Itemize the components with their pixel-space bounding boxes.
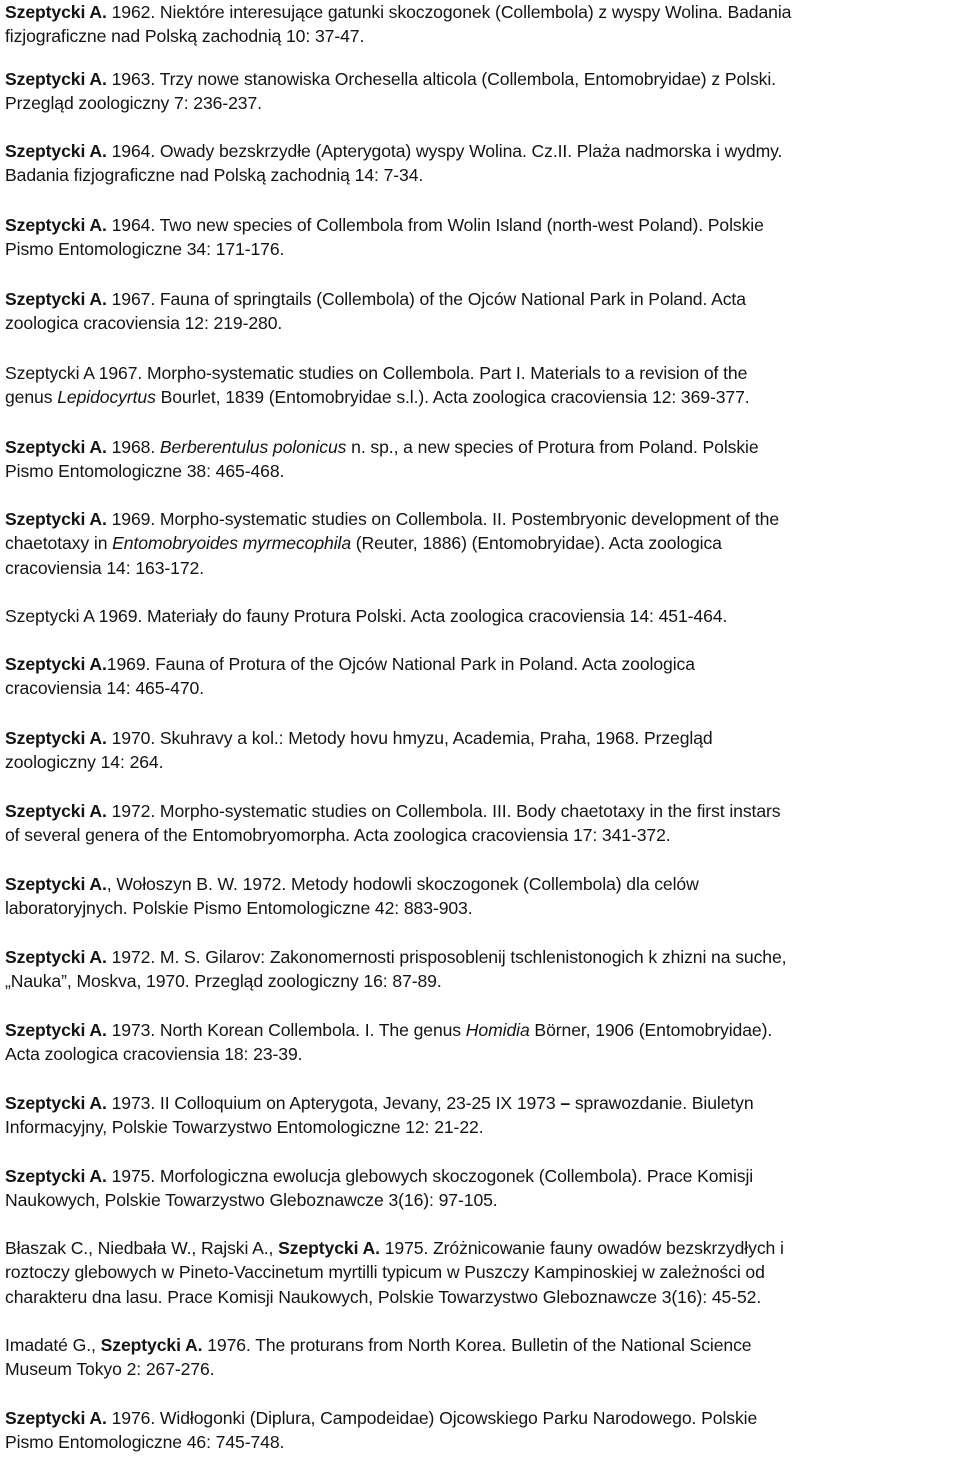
entry-line	[5, 750, 955, 774]
author-bold-text: Szeptycki A.	[5, 874, 107, 894]
entry-line	[5, 556, 955, 580]
entry-line	[5, 139, 955, 163]
citation-text: Pismo Entomologiczne 34: 171-176.	[5, 239, 285, 260]
citation-text: 1967. Fauna of springtails (Collembola) of the Ojców National Park in Poland. Acta	[106, 289, 746, 309]
bibliography-entry	[5, 872, 955, 921]
entry-line	[5, 1333, 955, 1357]
bibliography-entry	[5, 1333, 955, 1382]
author-bold-text: Szeptycki A.	[5, 2, 107, 22]
author-bold-text: Szeptycki A.	[5, 437, 107, 457]
citation-text: , Wołoszyn B. W. 1972. Metody hodowli skoczogonek (Collembola) dla celów	[106, 874, 699, 894]
bibliography-entry	[5, 1236, 955, 1309]
bibliography-entry	[5, 1164, 955, 1213]
bibliography-entry	[5, 604, 955, 628]
citation-text: 1976. The proturans from North Korea. Bulletin of the National Science	[202, 1335, 752, 1355]
entry-line	[5, 1260, 955, 1284]
citation-text: Imadaté G.,	[5, 1335, 101, 1355]
bibliography-entry	[5, 1091, 955, 1140]
citation-text: zoologiczny 14: 264.	[5, 752, 164, 773]
entry-line	[5, 823, 955, 847]
author-bold-text: Szeptycki A.	[100, 1335, 203, 1355]
entry-line	[5, 872, 955, 896]
citation-text: chaetotaxy in	[5, 533, 113, 554]
citation-text: Szeptycki A 1969. Materiały do fauny Protura Polski. Acta zoologica cracoviensia 14: 451-464.	[5, 606, 728, 626]
citation-text: 1969. Morpho-systematic studies on Collembola. II. Postembryonic development of the	[106, 509, 780, 529]
author-bold-text: Szeptycki A.	[5, 654, 107, 674]
entry-line	[5, 1164, 955, 1188]
citation-text: „Nauka”, Moskva, 1970. Przegląd zoologiczny 16: 87-89.	[5, 971, 442, 992]
citation-text: 1963. Trzy nowe stanowiska Orchesella alticola (Collembola, Entomobryidae) z Polski.	[106, 69, 776, 89]
entry-line	[5, 1430, 955, 1454]
citation-text: 1975. Morfologiczna ewolucja glebowych skoczogonek (Collembola). Prace Komisji	[106, 1166, 754, 1186]
citation-text: 1962. Niektóre interesujące gatunki skoczogonek (Collembola) z wyspy Wolina. Badania	[106, 2, 792, 22]
bibliography-entry	[5, 361, 955, 410]
author-bold-text: Szeptycki A.	[5, 801, 107, 821]
entry-line	[5, 163, 955, 187]
bibliography-entry	[5, 0, 955, 49]
entry-line	[5, 969, 955, 993]
citation-text: zoologica cracoviensia 12: 219-280.	[5, 313, 283, 334]
citation-text: cracoviensia 14: 465-470.	[5, 678, 204, 699]
entry-line	[5, 726, 955, 750]
bibliography-entry	[5, 1018, 955, 1067]
citation-text: n. sp., a new species of Protura from Poland. Polskie	[346, 437, 759, 457]
bibliography-entry	[5, 507, 955, 580]
entry-line	[5, 1018, 955, 1042]
citation-text: 1969. Fauna of Protura of the Ojców National Park in Poland. Acta zoologica	[106, 654, 695, 674]
entry-line	[5, 531, 955, 555]
entry-line	[5, 237, 955, 261]
entry-line	[5, 945, 955, 969]
citation-text: cracoviensia 14: 163-172.	[5, 557, 204, 578]
author-bold-text: Szeptycki A.	[5, 1020, 107, 1040]
citation-text: Pismo Entomologiczne 46: 745-748.	[5, 1432, 285, 1453]
citation-text: of several genera of the Entomobryomorpha. Acta zoologica cracoviensia 17: 341-372.	[5, 825, 671, 846]
author-bold-text: Szeptycki A.	[5, 141, 107, 161]
entry-line	[5, 896, 955, 920]
entry-line	[5, 1285, 955, 1309]
bibliography-entry	[5, 1406, 955, 1455]
citation-text: Bourlet, 1839 (Entomobryidae s.l.). Acta zoologica cracoviensia 12: 369-377.	[155, 387, 750, 408]
citation-text: Museum Tokyo 2: 267-276.	[5, 1359, 215, 1380]
author-bold-text: Szeptycki A.	[5, 509, 107, 529]
entry-line	[5, 311, 955, 335]
citation-text: 1968.	[106, 437, 160, 457]
bibliography-entry	[5, 139, 955, 188]
author-bold-text: Szeptycki A.	[5, 1166, 107, 1186]
citation-text: 1972. Morpho-systematic studies on Collembola. III. Body chaetotaxy in the first instars	[106, 801, 781, 821]
entry-line	[5, 1091, 955, 1115]
bibliography-entry	[5, 67, 955, 116]
author-bold-text: Szeptycki A.	[5, 947, 107, 967]
entry-line	[5, 1406, 955, 1430]
entry-line	[5, 67, 955, 91]
citation-text: Badania fizjograficzne nad Polską zachodnią 14: 7-34.	[5, 165, 424, 186]
citation-text: 1972. M. S. Gilarov: Zakonomernosti prisposoblenij tschlenistonogich k zhizni na suche,	[106, 947, 787, 967]
entry-line	[5, 799, 955, 823]
bibliography-entry	[5, 945, 955, 994]
entry-line	[5, 287, 955, 311]
taxon-italic-text: Lepidocyrtus	[57, 387, 156, 408]
entry-line	[5, 507, 955, 531]
author-bold-text: Szeptycki A.	[5, 215, 107, 235]
entry-line	[5, 1357, 955, 1381]
author-bold-text: Szeptycki A.	[5, 69, 107, 89]
entry-line	[5, 435, 955, 459]
citation-text: Acta zoologica cracoviensia 18: 23-39.	[5, 1044, 303, 1065]
author-bold-text: Szeptycki A.	[278, 1238, 380, 1258]
author-bold-text: Szeptycki A.	[5, 728, 107, 748]
bibliography-entry	[5, 287, 955, 336]
bibliography-entry	[5, 799, 955, 848]
author-bold-text: Szeptycki A.	[5, 1093, 107, 1113]
citation-text: genus	[5, 387, 58, 408]
author-bold-text: Szeptycki A.	[5, 1408, 107, 1428]
entry-line	[5, 1115, 955, 1139]
bibliography-entry	[5, 213, 955, 262]
taxon-italic-text: Berberentulus polonicus	[159, 437, 347, 457]
author-bold-text: –	[560, 1093, 571, 1113]
citation-text: laboratoryjnych. Polskie Pismo Entomologiczne 42: 883-903.	[5, 898, 473, 919]
entry-line	[5, 24, 955, 48]
entry-line	[5, 459, 955, 483]
entry-line	[5, 91, 955, 115]
entry-line	[5, 361, 955, 385]
citation-text: 1976. Widłogonki (Diplura, Campodeidae) Ojcowskiego Parku Narodowego. Polskie	[106, 1408, 758, 1428]
citation-text: 1973. II Colloquium on Apterygota, Jevany, 23-25 IX 1973	[106, 1093, 561, 1113]
entry-line	[5, 1042, 955, 1066]
citation-text: 1973. North Korean Collembola. I. The genus	[106, 1020, 466, 1040]
entry-line	[5, 213, 955, 237]
entry-line	[5, 604, 955, 628]
citation-text: Pismo Entomologiczne 38: 465-468.	[5, 461, 285, 482]
citation-text: (Reuter, 1886) (Entomobryidae). Acta zoologica	[351, 533, 722, 554]
citation-text: roztoczy glebowych w Pineto-Vaccinetum myrtilli typicum w Puszczy Kampinoskiej w zależności od	[5, 1262, 765, 1283]
citation-text: sprawozdanie. Biuletyn	[570, 1093, 754, 1113]
citation-text: Naukowych, Polskie Towarzystwo Gleboznawcze 3(16): 97-105.	[5, 1190, 498, 1211]
entry-line	[5, 385, 955, 409]
citation-text: Szeptycki A 1967. Morpho-systematic studies on Collembola. Part I. Materials to a revision of the	[5, 363, 748, 383]
citation-text: 1975. Zróżnicowanie fauny owadów bezskrzydłych i	[379, 1238, 784, 1258]
citation-text: Informacyjny, Polskie Towarzystwo Entomologiczne 12: 21-22.	[5, 1117, 484, 1138]
citation-text: 1970. Skuhravy a kol.: Metody hovu hmyzu, Academia, Praha, 1968. Przegląd	[106, 728, 713, 748]
citation-text: fizjograficzne nad Polską zachodnią 10: 37-47.	[5, 26, 365, 47]
entry-line	[5, 676, 955, 700]
author-bold-text: Szeptycki A.	[5, 289, 107, 309]
bibliography-entry	[5, 435, 955, 484]
citation-text: charakteru dna lasu. Prace Komisji Naukowych, Polskie Towarzystwo Gleboznawcze 3(16): 45-52.	[5, 1286, 762, 1307]
entry-line	[5, 0, 955, 24]
entry-line	[5, 1188, 955, 1212]
entry-line	[5, 1236, 955, 1260]
citation-text: Przegląd zoologiczny 7: 236-237.	[5, 93, 262, 114]
citation-text: Błaszak C., Niedbała W., Rajski A.,	[5, 1238, 279, 1258]
bibliography-entry	[5, 726, 955, 775]
entry-line	[5, 652, 955, 676]
taxon-italic-text: Entomobryoides myrmecophila	[112, 533, 351, 554]
taxon-italic-text: Homidia	[465, 1020, 530, 1040]
citation-text: 1964. Owady bezskrzydłe (Apterygota) wyspy Wolina. Cz.II. Plaża nadmorska i wydmy.	[106, 141, 783, 161]
citation-text: Börner, 1906 (Entomobryidae).	[529, 1020, 773, 1040]
bibliography-entry	[5, 652, 955, 701]
citation-text: 1964. Two new species of Collembola from Wolin Island (north-west Poland). Polskie	[106, 215, 764, 235]
